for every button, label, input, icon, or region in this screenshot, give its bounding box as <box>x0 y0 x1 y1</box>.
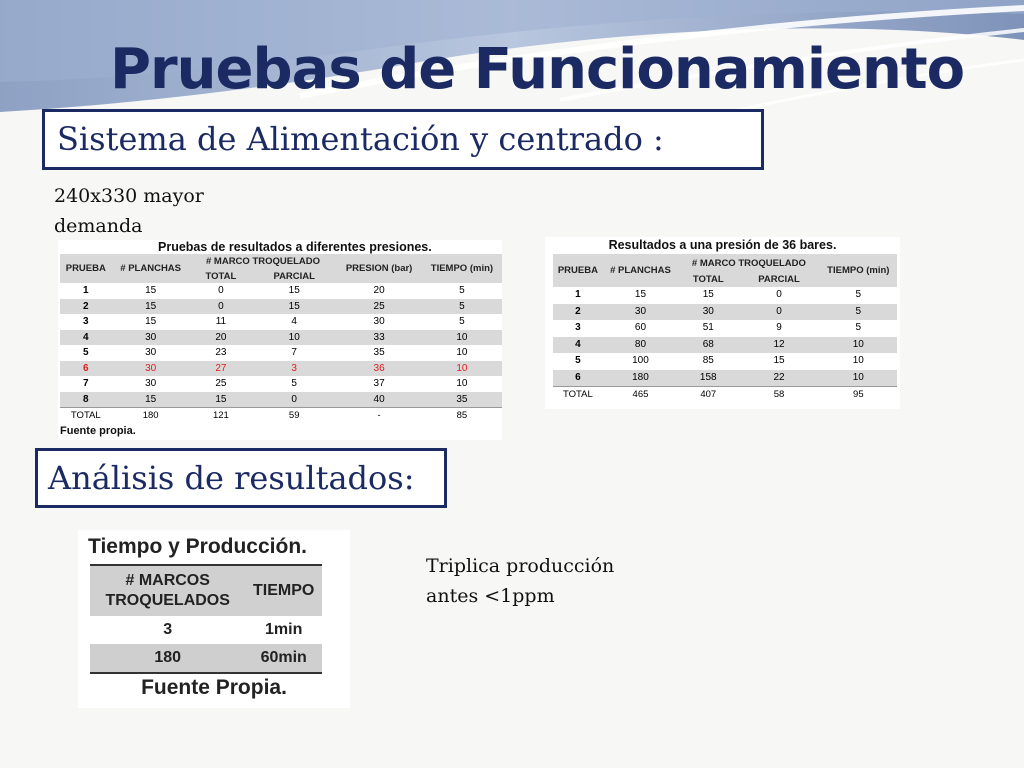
table-cell: 15 <box>634 289 647 300</box>
table-cell: 2 <box>60 299 112 315</box>
production-note-line2: antes <1ppm <box>426 585 555 607</box>
table-cell: 15 <box>288 285 300 296</box>
table-cell: 25 <box>215 378 227 389</box>
table-cell: 180 <box>112 408 190 424</box>
production-note <box>426 551 656 611</box>
table-row <box>553 320 897 337</box>
table-cell: 0 <box>738 304 819 321</box>
table-row <box>553 337 897 354</box>
table-cell: 5 <box>855 322 862 333</box>
pressure-results-table-image <box>58 240 502 440</box>
table-cell: 23 <box>215 347 227 358</box>
table-cell: 95 <box>820 387 897 404</box>
table-cell: 60 <box>634 322 647 333</box>
table-cell: 180 <box>603 370 678 387</box>
table-row <box>60 345 502 361</box>
table-cell: 2 <box>553 304 603 321</box>
table-cell: 33 <box>336 330 422 346</box>
table-cell: 10 <box>852 355 864 366</box>
table-cell: 10 <box>252 330 336 346</box>
results-36bar-table <box>553 254 897 404</box>
table-cell: 5 <box>459 316 465 327</box>
table-cell: 5 <box>83 347 89 358</box>
table-cell: 6 <box>553 370 603 387</box>
table-cell: 59 <box>252 408 336 424</box>
table-cell: 10 <box>456 347 468 358</box>
section-heading-alimentacion: Sistema de Alimentación y centrado : <box>42 109 764 170</box>
table-cell: 407 <box>678 387 738 404</box>
table-cell: 15 <box>190 392 252 408</box>
table-cell: TOTAL <box>553 387 603 404</box>
production-note-line1: Triplica producción <box>426 555 615 577</box>
table-cell: 85 <box>422 408 502 424</box>
table-cell: 5 <box>422 299 502 315</box>
table-cell: 27 <box>190 361 252 377</box>
table-cell: 20 <box>373 285 385 296</box>
table-cell: 15 <box>145 285 157 296</box>
table-cell: 85 <box>702 355 714 366</box>
col-planchas: # PLANCHAS <box>603 254 678 287</box>
table-cell: 10 <box>820 337 897 354</box>
table-cell: 12 <box>738 337 819 354</box>
table-cell: 0 <box>252 392 336 408</box>
table-cell: 40 <box>336 392 422 408</box>
table-cell: 58 <box>738 387 819 404</box>
results-36bar-caption: Resultados a una presión de 36 bares. <box>608 238 837 252</box>
col-tiempo: TIEMPO (min) <box>422 254 502 283</box>
time-production-caption: Tiempo y Producción. <box>88 535 307 558</box>
time-production-source: Fuente Propia. <box>141 676 287 699</box>
table-cell: 3 <box>252 361 336 377</box>
table-cell: 10 <box>820 370 897 387</box>
table-cell: TOTAL <box>60 408 112 424</box>
time-production-table-image <box>78 530 350 708</box>
col-prueba: PRUEBA <box>60 254 112 283</box>
table-cell: 10 <box>422 361 502 377</box>
table-row <box>60 376 502 392</box>
table-cell: 51 <box>702 322 714 333</box>
table-cell: 37 <box>373 378 385 389</box>
table-cell: 5 <box>855 289 862 300</box>
table-cell: 158 <box>678 370 738 387</box>
table-cell: 35 <box>373 347 385 358</box>
col-marcos-troquelados <box>90 565 245 616</box>
table-row-highlighted <box>60 361 502 377</box>
table-cell: 5 <box>575 355 581 366</box>
table-row <box>60 283 502 299</box>
table-row <box>553 370 897 387</box>
table-cell: 3 <box>83 316 89 327</box>
table-cell: 7 <box>291 347 297 358</box>
results-36bar-table-image <box>545 237 900 409</box>
table-cell: 20 <box>190 330 252 346</box>
table-cell: 0 <box>776 289 782 300</box>
col-total: TOTAL <box>190 269 252 283</box>
table-row <box>60 330 502 346</box>
table-cell: 68 <box>678 337 738 354</box>
table-cell: 1min <box>265 621 303 638</box>
table-cell: 465 <box>603 387 678 404</box>
col-marco: # MARCO TROQUELADO <box>190 254 337 269</box>
table-cell: - <box>336 408 422 424</box>
col-parcial: PARCIAL <box>738 272 819 287</box>
table-cell: 0 <box>190 299 252 315</box>
table-cell: 15 <box>145 316 157 327</box>
table-cell: 10 <box>456 378 468 389</box>
table-row <box>90 644 322 673</box>
col-planchas: # PLANCHAS <box>112 254 190 283</box>
table-row-total <box>60 408 502 424</box>
demand-note-line1: 240x330 mayor <box>54 185 204 207</box>
col-parcial: PARCIAL <box>252 269 336 283</box>
col-marcos-line1: # MARCOS <box>125 572 210 589</box>
table-cell: 60min <box>245 644 322 673</box>
table-cell: 30 <box>603 304 678 321</box>
table-cell: 10 <box>422 330 502 346</box>
table-cell: 30 <box>145 347 157 358</box>
table-row <box>60 392 502 408</box>
table-cell: 30 <box>373 316 385 327</box>
demand-note-line2: demanda <box>54 215 143 237</box>
col-tiempo: TIEMPO (min) <box>820 254 897 287</box>
table-cell: 30 <box>145 378 157 389</box>
col-marco: # MARCO TROQUELADO <box>678 254 820 272</box>
table-cell: 25 <box>336 299 422 315</box>
table-cell: 15 <box>112 299 190 315</box>
table-cell: 15 <box>702 289 714 300</box>
table-cell: 7 <box>83 378 89 389</box>
demand-note <box>54 181 254 241</box>
table-cell: 0 <box>218 285 224 296</box>
table-row <box>553 287 897 304</box>
table-cell: 9 <box>776 322 782 333</box>
table-cell: 1 <box>83 285 89 296</box>
table-cell: 6 <box>60 361 112 377</box>
table-cell: 30 <box>112 330 190 346</box>
section-heading-analisis: Análisis de resultados: <box>35 448 447 508</box>
col-total: TOTAL <box>678 272 738 287</box>
table-cell: 80 <box>603 337 678 354</box>
table-cell: 4 <box>553 337 603 354</box>
table-cell: 22 <box>738 370 819 387</box>
table-cell: 15 <box>773 355 785 366</box>
col-marcos-line2: TROQUELADOS <box>105 592 230 609</box>
table-row <box>60 314 502 330</box>
table-cell: 100 <box>632 355 649 366</box>
table-cell: 8 <box>60 392 112 408</box>
table-cell: 5 <box>291 378 297 389</box>
table-row <box>553 304 897 321</box>
table-cell: 4 <box>291 316 297 327</box>
table-row <box>60 299 502 315</box>
pressure-table-source: Fuente propia. <box>60 424 136 437</box>
time-production-table <box>90 564 322 674</box>
col-tiempo: TIEMPO <box>245 565 322 616</box>
pressure-table-caption: Pruebas de resultados a diferentes presiones. <box>158 240 432 254</box>
table-cell: 30 <box>678 304 738 321</box>
table-cell: 4 <box>60 330 112 346</box>
table-cell: 30 <box>112 361 190 377</box>
table-cell: 36 <box>336 361 422 377</box>
table-cell: 3 <box>575 322 581 333</box>
table-cell: 3 <box>163 621 173 638</box>
table-cell: 5 <box>820 304 897 321</box>
table-cell: 15 <box>112 392 190 408</box>
table-cell: 1 <box>575 289 581 300</box>
table-cell: 15 <box>252 299 336 315</box>
table-cell: 11 <box>215 316 227 327</box>
pressure-results-table <box>60 254 502 424</box>
col-presion: PRESION (bar) <box>336 254 422 283</box>
table-cell: 180 <box>90 644 245 673</box>
slide-title: Pruebas de Funcionamiento <box>110 37 965 102</box>
table-cell: 121 <box>190 408 252 424</box>
table-row <box>90 616 322 644</box>
table-row-total <box>553 387 897 404</box>
col-prueba: PRUEBA <box>553 254 603 287</box>
table-cell: 5 <box>459 285 465 296</box>
table-row <box>553 353 897 370</box>
table-cell: 35 <box>422 392 502 408</box>
